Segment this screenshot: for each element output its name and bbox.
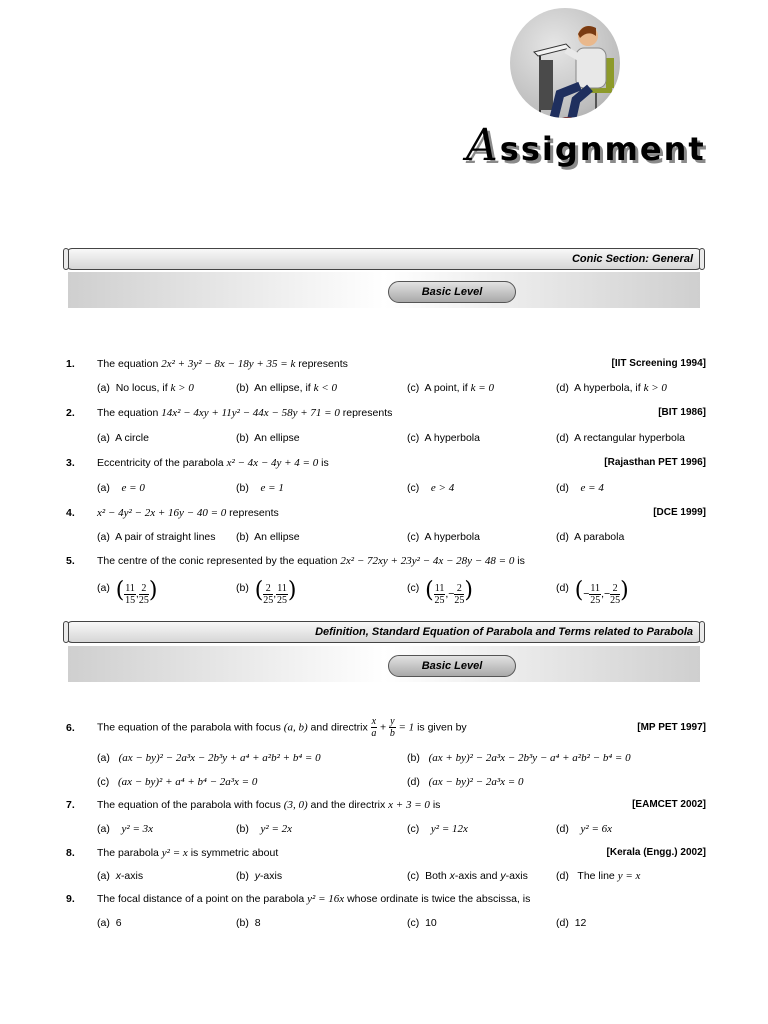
- question-text: The focal distance of a point on the parabola y² = 16x whose ordinate is twice the abscissa, is: [97, 893, 531, 905]
- option-d: (d) (− $\frac{11}{25}$ ,− $\frac{2}{25}$ ): [556, 578, 629, 606]
- section-header-parabola: [66, 621, 702, 643]
- option-b: (b) (ax + by)² − 2a³x − 2b³y − a⁴ + a²b² − b⁴ = 0: [407, 752, 631, 764]
- question-number: 1.: [66, 358, 75, 370]
- question-text: The equation of the parabola with focus (a, b) and directrix $\frac{x}{a}$ + $\frac{y}{b}$ = 1 is given by: [97, 716, 467, 739]
- question-text: The equation of the parabola with focus (3, 0) and the directrix x + 3 = 0 is: [97, 799, 441, 811]
- question-number: 3.: [66, 457, 75, 469]
- option-a: (a) e = 0: [97, 482, 145, 494]
- option-b: (b) An ellipse: [236, 432, 300, 444]
- section-title: Definition, Standard Equation of Parabola and Terms related to Parabola: [315, 626, 693, 638]
- option-a: (a) No locus, if k > 0: [97, 382, 194, 394]
- option-b: (b) 8: [236, 917, 261, 929]
- student-at-desk-icon: [510, 8, 620, 118]
- option-c: (c) 10: [407, 917, 437, 929]
- question-text: The centre of the conic represented by the equation 2x² − 72xy + 23y² − 4x − 28y − 48 = 0 is: [97, 555, 525, 567]
- option-a: (a) 6: [97, 917, 122, 929]
- question-source: [Kerala (Engg.) 2002]: [606, 847, 706, 858]
- option-a: (a) A circle: [97, 432, 149, 444]
- question-source: [Rajasthan PET 1996]: [604, 457, 706, 468]
- option-d: (d) 12: [556, 917, 587, 929]
- option-a: (a) (ax − by)² − 2a³x − 2b³y + a⁴ + a²b² + b⁴ = 0: [97, 752, 321, 764]
- option-b: (b) An ellipse: [236, 531, 300, 543]
- option-c: (c) ( $\frac{11}{25}$ ,− $\frac{2}{25}$ ): [407, 578, 473, 606]
- section-title: Conic Section: General: [571, 253, 693, 265]
- option-a: (a) y² = 3x: [97, 823, 154, 835]
- option-c: (c) y² = 12x: [407, 823, 468, 835]
- question-number: 2.: [66, 407, 75, 419]
- basic-level-badge: Basic Level: [388, 281, 516, 303]
- question-text: The equation 2x² + 3y² − 8x − 18y + 35 = k represents: [97, 358, 348, 370]
- option-c: (c) e > 4: [407, 482, 455, 494]
- option-d: (d) The line y = x: [556, 870, 641, 882]
- bar-cap-left: [63, 621, 69, 643]
- level-band: [68, 272, 700, 308]
- question-text: Eccentricity of the parabola x² − 4x − 4y + 4 = 0 is: [97, 457, 329, 469]
- option-b: (b) An ellipse, if k < 0: [236, 382, 337, 394]
- option-d: (d) A hyperbola, if k > 0: [556, 382, 667, 394]
- question-number: 7.: [66, 799, 75, 811]
- option-b: (b) y-axis: [236, 870, 283, 882]
- question-text: x² − 4y² − 2x + 16y − 40 = 0 represents: [97, 507, 279, 519]
- question-number: 4.: [66, 507, 75, 519]
- question-source: [EAMCET 2002]: [632, 799, 706, 810]
- level-band: [68, 646, 700, 682]
- option-d: (d) A parabola: [556, 531, 625, 543]
- option-b: (b) e = 1: [236, 482, 284, 494]
- option-d: (d) A rectangular hyperbola: [556, 432, 686, 444]
- section-header-conic-general: [66, 248, 702, 270]
- option-b: (b) ( $\frac{2}{25}$ , $\frac{11}{25}$ ): [236, 578, 297, 606]
- question-source: [MP PET 1997]: [637, 722, 706, 733]
- option-d: (d) y² = 6x: [556, 823, 613, 835]
- question-text: The parabola y² = x is symmetric about: [97, 847, 279, 859]
- option-c: (c) A hyperbola: [407, 531, 480, 543]
- option-b: (b) y² = 2x: [236, 823, 293, 835]
- assignment-heading: Assignment: [466, 120, 706, 171]
- option-d: (d) (ax − by)² − 2a³x = 0: [407, 776, 524, 788]
- question-number: 5.: [66, 555, 75, 567]
- question-number: 9.: [66, 893, 75, 905]
- question-source: [BIT 1986]: [658, 407, 706, 418]
- option-c: (c) Both x-axis and y-axis: [407, 870, 528, 882]
- student-writing-illustration: [510, 8, 620, 118]
- option-c: (c) A hyperbola: [407, 432, 480, 444]
- option-d: (d) e = 4: [556, 482, 604, 494]
- question-text: The equation 14x² − 4xy + 11y² − 44x − 58y + 71 = 0 represents: [97, 407, 393, 419]
- option-a: (a) x-axis: [97, 870, 144, 882]
- option-a: (a) ( $\frac{11}{15}$ , $\frac{2}{25}$ ): [97, 578, 158, 606]
- bar-cap-right: [699, 621, 705, 643]
- question-source: [DCE 1999]: [653, 507, 706, 518]
- option-a: (a) A pair of straight lines: [97, 531, 216, 543]
- question-source: [IIT Screening 1994]: [611, 358, 706, 369]
- basic-level-badge: Basic Level: [388, 655, 516, 677]
- option-c: (c) A point, if k = 0: [407, 382, 494, 394]
- bar-cap-left: [63, 248, 69, 270]
- question-number: 8.: [66, 847, 75, 859]
- question-number: 6.: [66, 722, 75, 734]
- option-c: (c) (ax − by)² + a⁴ + b⁴ − 2a³x = 0: [97, 776, 258, 788]
- bar-cap-right: [699, 248, 705, 270]
